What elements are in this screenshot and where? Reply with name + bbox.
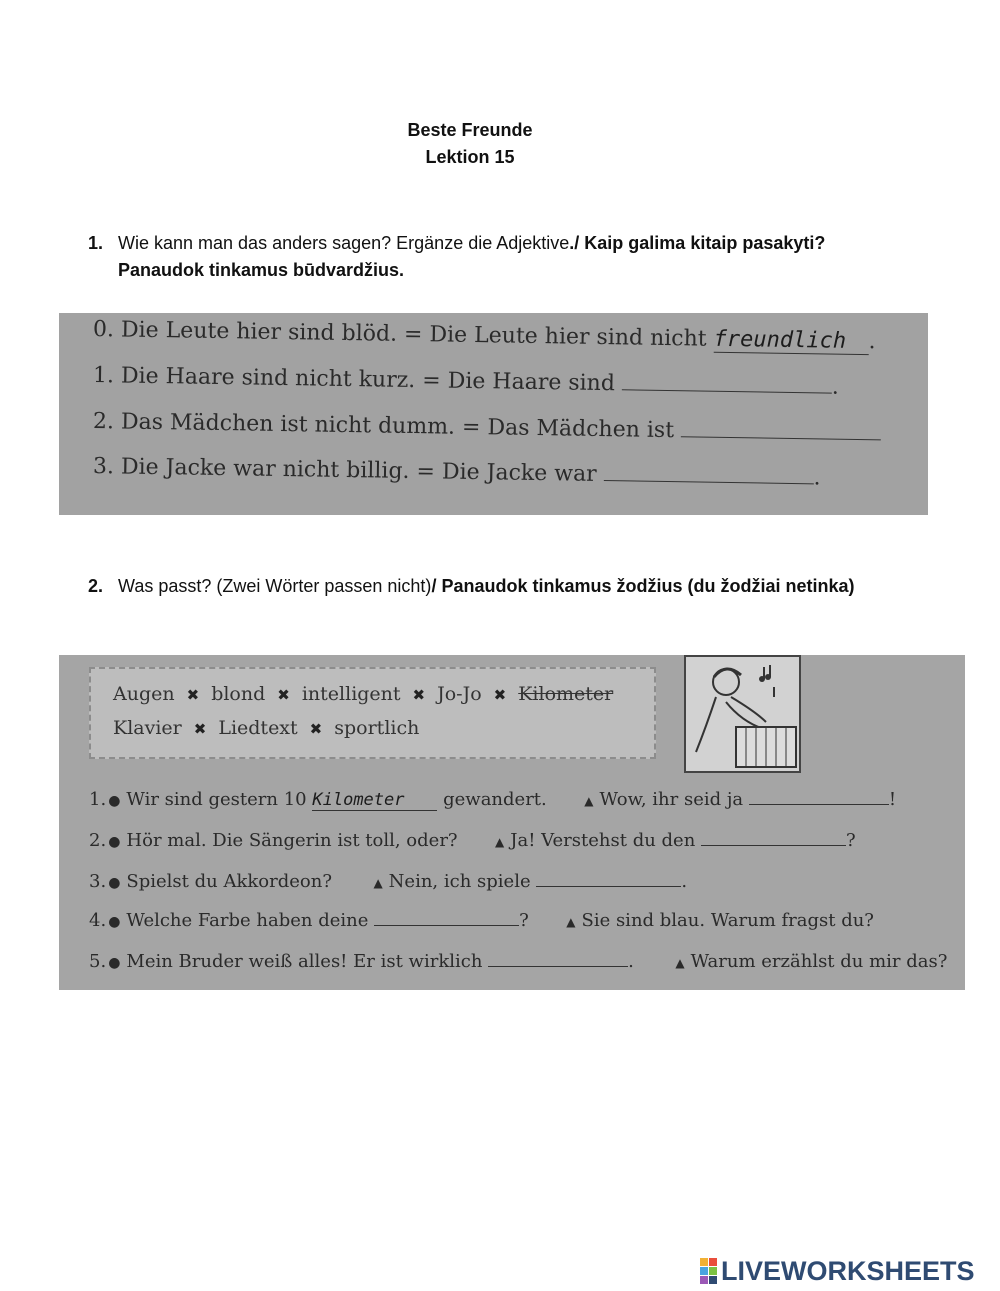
logo-mark-icon (700, 1258, 717, 1284)
answer-blank-3[interactable] (604, 464, 814, 484)
task-1-number: 1. (88, 233, 104, 253)
word-bank-row-2 (113, 717, 419, 739)
bullet-circle-icon: ● (108, 834, 121, 850)
dialogue-1-blank-a[interactable]: Kilometer (312, 789, 437, 811)
bullet-triangle-icon: ▲ (373, 876, 383, 890)
word-klavier: Klavier (113, 717, 182, 739)
separator-icon: ✖ (186, 686, 200, 704)
exercise-1-line-1: 1. Die Haare sind nicht kurz. = Die Haare sind . (92, 363, 840, 400)
word-intelligent: intelligent (301, 683, 401, 705)
word-bank (89, 667, 656, 759)
bullet-triangle-icon: ▲ (675, 956, 685, 970)
piano-player-drawing (686, 657, 799, 771)
dialogue-1: 1. ● Wir sind gestern 10 Kilometer gewandert. ▲ Wow, ihr seid ja ! (89, 789, 897, 810)
word-bank-row-1 (113, 683, 613, 705)
answer-blank-0[interactable]: freundlich (713, 327, 868, 355)
exercise-1-line-0: 0. Die Leute hier sind blöd. = Die Leute hier sind nicht freundlich . (92, 317, 876, 355)
answer-blank-1[interactable] (622, 373, 832, 393)
answer-blank-2[interactable] (681, 420, 881, 440)
exercise-1-line-3: 3. Die Jacke war nicht billig. = Die Jacke war . (92, 454, 821, 491)
bullet-circle-icon: ● (108, 914, 121, 930)
bullet-triangle-icon: ▲ (584, 794, 594, 808)
dialogue-1-blank-b[interactable] (749, 788, 889, 805)
task-2-text-lt: / Panaudok tinkamus žodžius (du žodžiai netinka) (431, 576, 855, 596)
task-1-text-lt: ./ Kaip galima kitaip pasakyti? Panaudok tinkamus būdvardžius. (118, 233, 826, 280)
word-liedtext: Liedtext (218, 717, 298, 739)
worksheet-subtitle: Lektion 15 (425, 147, 515, 167)
dialogue-3-blank-b[interactable] (536, 870, 681, 887)
exercise-2-photo (59, 655, 965, 990)
separator-icon: ✖ (193, 720, 207, 738)
dialogue-2-blank-b[interactable] (701, 829, 846, 846)
bullet-circle-icon: ● (108, 875, 121, 891)
word-kilometer-used: Kilometer (518, 683, 614, 705)
separator-icon: ✖ (412, 686, 426, 704)
task-1-instruction (88, 230, 888, 284)
task-2-text-de: Was passt? (Zwei Wörter passen nicht) (118, 576, 432, 596)
bullet-circle-icon: ● (108, 793, 121, 809)
word-jojo: Jo-Jo (437, 683, 482, 705)
exercise-1-photo (59, 313, 928, 515)
separator-icon: ✖ (277, 686, 290, 704)
dialogue-2: 2. ● Hör mal. Die Sängerin ist toll, oder? ▲ Ja! Verstehst du den ? (89, 830, 856, 851)
worksheet-title: Beste Freunde (407, 120, 533, 140)
dialogue-3: 3. ● Spielst du Akkordeon? ▲ Nein, ich spiele . (89, 871, 688, 892)
task-2-number: 2. (88, 576, 104, 596)
word-augen: Augen (113, 683, 175, 705)
piano-player-illustration (684, 655, 801, 773)
liveworksheets-logo (700, 1256, 975, 1286)
task-2-instruction (88, 573, 878, 600)
dialogue-5: 5. ● Mein Bruder weiß alles! Er ist wirklich . ▲ Warum erzählst du mir das? (89, 951, 948, 972)
dialogue-5-blank-a[interactable] (488, 950, 628, 967)
bullet-circle-icon: ● (108, 955, 121, 971)
task-1-text-de: Wie kann man das anders sagen? Ergänze die Adjektive (118, 233, 570, 253)
dialogue-4: 4. ● Welche Farbe haben deine ? ▲ Sie sind blau. Warum fragst du? (89, 910, 874, 931)
word-blond: blond (211, 683, 266, 705)
bullet-triangle-icon: ▲ (566, 915, 576, 929)
word-sportlich: sportlich (334, 717, 420, 739)
bullet-triangle-icon: ▲ (495, 835, 505, 849)
dialogue-4-blank-a[interactable] (374, 909, 519, 926)
exercise-1-line-2: 2. Das Mädchen ist nicht dumm. = Das Mädchen ist (93, 409, 881, 446)
separator-icon: ✖ (493, 686, 507, 704)
logo-text: LIVEWORKSHEETS (721, 1255, 975, 1286)
separator-icon: ✖ (309, 720, 323, 738)
